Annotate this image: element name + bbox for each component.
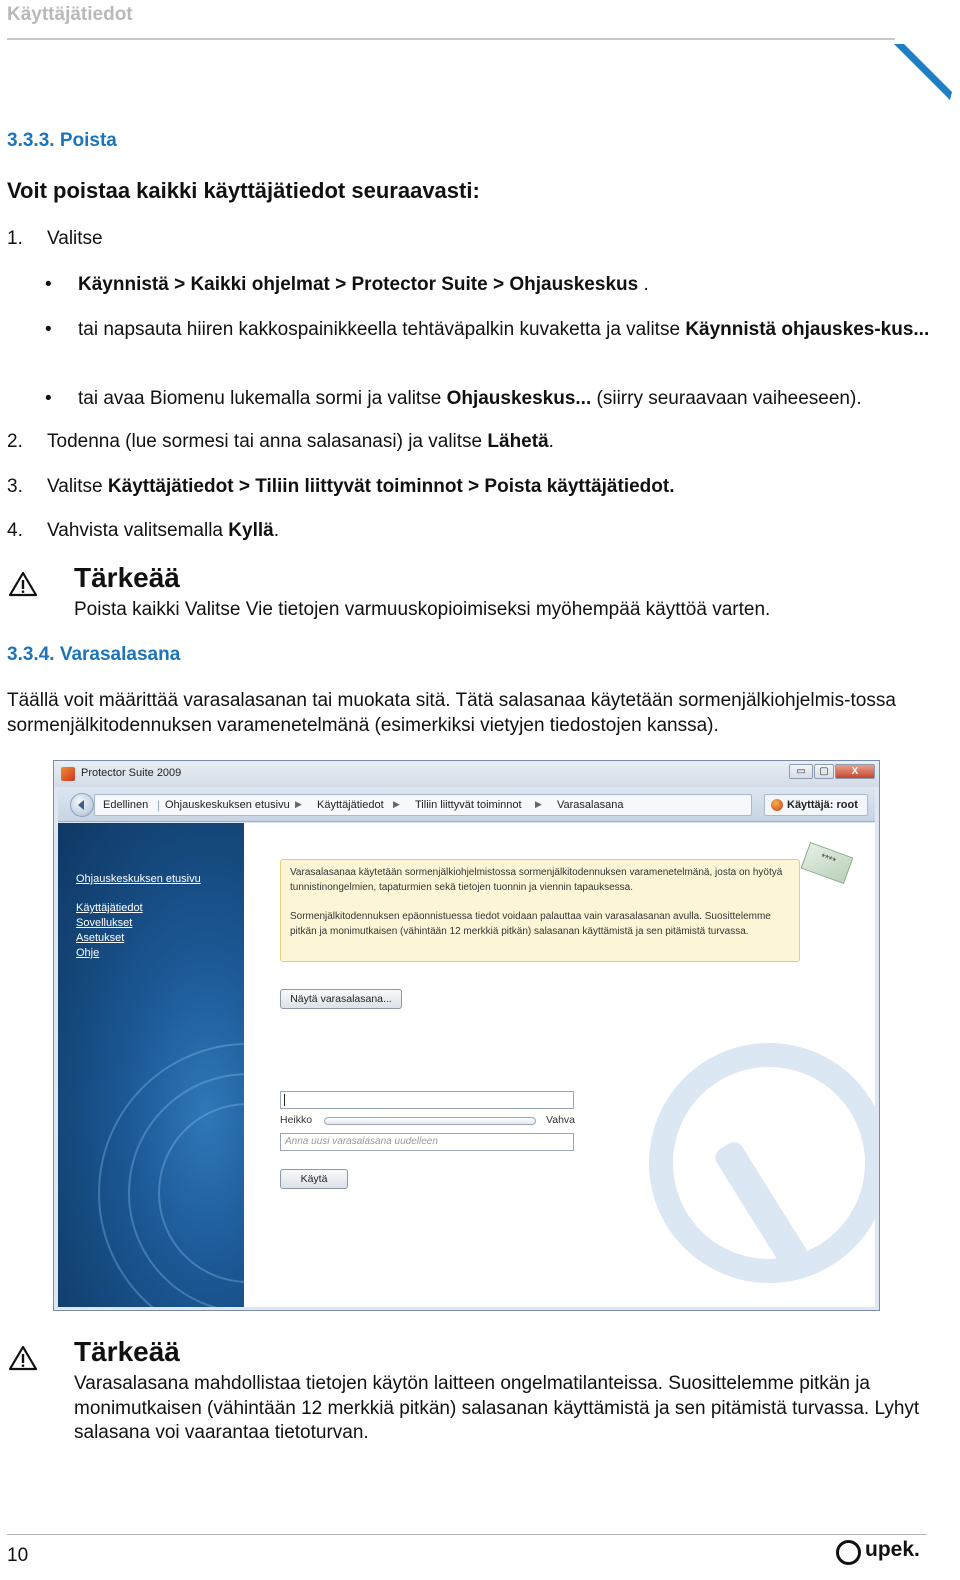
note-title: Tärkeää: [74, 562, 180, 593]
bullet-tail: (siirry seuraavaan vaiheeseen).: [591, 388, 862, 409]
note-text: Varasalasana mahdollistaa tietojen käytön laitteen ongelmatilanteissa. Suosittelemme pitkän ja monimutkaisen (vähintään 12 merkkiä pitkän) salasanan käyttämistä ja sen pitämistä turvassa. Lyhyt salasana voi vaarantaa tietoturvan.: [74, 1373, 920, 1443]
bullet-pre: tai avaa Biomenu lukemalla sormi ja valitse: [78, 388, 447, 409]
user-icon: [771, 799, 783, 811]
bullet-text: [78, 317, 933, 342]
bullet-dot: •: [45, 274, 52, 295]
menu-path: Käynnistä > Kaikki ohjelmat > Protector Suite > Ohjauskeskus: [78, 274, 639, 295]
step-tail: .: [548, 431, 554, 452]
breadcrumb-arrow-icon: ▶: [295, 799, 302, 809]
watermark-logo: [649, 1043, 875, 1283]
step-number: 3.: [7, 476, 23, 497]
bullet-bold: Ohjauskeskus...: [446, 388, 592, 409]
sidebar: [58, 823, 244, 1307]
bullet-dot: •: [45, 388, 52, 409]
bullet-dot: •: [45, 319, 52, 340]
password-input[interactable]: [280, 1091, 574, 1109]
bullet-3: [45, 386, 935, 411]
warning-icon: [8, 1344, 38, 1372]
upek-logo: [836, 1538, 936, 1568]
step-text: Valitse: [47, 476, 108, 497]
app-icon: [61, 767, 75, 781]
step-tail: .: [273, 520, 279, 541]
info-box: [280, 859, 800, 962]
bullet-1: [45, 272, 935, 297]
close-button[interactable]: X: [835, 764, 875, 779]
show-password-button[interactable]: Näytä varasalasana...: [280, 989, 402, 1009]
user-label: Käyttäjä: root: [787, 799, 858, 811]
sidebar-link-user-data[interactable]: Käyttäjätiedot: [76, 902, 143, 914]
sidebar-link-applications[interactable]: Sovellukset: [76, 917, 133, 929]
window-title: Protector Suite 2009: [81, 767, 182, 779]
minimize-button[interactable]: ▭: [789, 764, 813, 779]
breadcrumb-user-data[interactable]: Käyttäjätiedot: [317, 799, 384, 811]
step-text: Todenna (lue sormesi tai anna salasanasi) ja valitse: [47, 431, 488, 452]
bullet-2: [45, 317, 935, 367]
apply-button[interactable]: Käytä: [280, 1169, 348, 1189]
warning-icon: [8, 570, 38, 598]
upek-logo-mark-icon: [836, 1540, 861, 1565]
step-text: Vahvista valitsemalla: [47, 520, 229, 541]
card-icon-text: ****: [818, 851, 838, 868]
main-content: [244, 823, 875, 1307]
footer-rule: [7, 1534, 927, 1535]
breadcrumb-account-actions[interactable]: Tiliin liittyvät toiminnot: [415, 799, 522, 811]
bullet-pre: tai napsauta hiiren kakkospainikkeella tehtäväpalkin kuvaketta ja valitse: [78, 319, 686, 340]
step-3: [7, 476, 675, 498]
bullet-tail: .: [638, 274, 649, 295]
section-heading-poista: 3.3.3. Poista: [7, 130, 117, 151]
intro-text: Voit poistaa kaikki käyttäjätiedot seuraavasti:: [7, 178, 480, 203]
app-window: [53, 760, 880, 1311]
section-heading-varasalasana: 3.3.4. Varasalasana: [7, 644, 181, 665]
step-number: 1.: [7, 228, 23, 249]
header-rule: [7, 38, 895, 40]
breadcrumb-arrow-icon: ▶: [393, 799, 400, 809]
bullet-bold: Käynnistä ohjauskes-kus...: [685, 319, 930, 340]
breadcrumb-home[interactable]: Ohjauskeskuksen etusivu: [165, 799, 290, 811]
header-corner-decoration: [890, 38, 960, 108]
step-bold: Lähetä: [487, 431, 549, 452]
breadcrumb-divider: |: [157, 798, 161, 812]
text-caret: [284, 1094, 285, 1106]
back-button[interactable]: Edellinen: [103, 799, 149, 811]
sidebar-link-home[interactable]: Ohjauskeskuksen etusivu: [76, 873, 201, 885]
password-strength-meter: [324, 1117, 536, 1125]
back-arrow-glyph: [71, 794, 93, 816]
user-indicator[interactable]: [764, 794, 868, 816]
step-2: [7, 431, 554, 453]
sidebar-link-help[interactable]: Ohje: [76, 947, 100, 959]
page-header-title: Käyttäjätiedot: [7, 4, 133, 25]
bullet-text: [78, 386, 933, 411]
step-text: Valitse: [47, 228, 103, 249]
breadcrumb-arrow-icon: ▶: [535, 799, 542, 809]
breadcrumb-backup-password[interactable]: Varasalasana: [557, 799, 624, 811]
sidebar-link-settings[interactable]: Asetukset: [76, 932, 125, 944]
step-bold: Käyttäjätiedot > Tiliin liittyvät toiminnot > Poista käyttäjätiedot.: [107, 476, 675, 497]
step-bold: Kyllä: [228, 520, 274, 541]
info-paragraph-1: Varasalasanaa käytetään sormenjälkiohjelmistossa sormenjälkitodennuksen varamenetelmänä, josta on hyötyä tunnistinongelmien, tapaturmien sekä tietojen tuonnin ja viennin tapauksessa.: [290, 867, 783, 893]
window-titlebar: [54, 761, 879, 787]
strength-weak-label: Heikko: [280, 1114, 313, 1126]
note-text: Poista kaikki Valitse Vie tietojen varmuuskopioimiseksi myöhempää käyttöä varten.: [74, 599, 771, 620]
step-4: [7, 520, 279, 542]
step-1: [7, 228, 103, 250]
step-number: 4.: [7, 520, 23, 541]
upek-logo-text: upek.: [865, 1538, 920, 1561]
breadcrumb: [94, 794, 752, 816]
confirm-password-input[interactable]: Anna uusi varasalasana uudelleen: [280, 1133, 574, 1151]
password-card-icon: [801, 842, 854, 884]
navigation-bar: [58, 788, 875, 822]
bullet-text: [78, 272, 933, 297]
back-arrow-icon[interactable]: [70, 793, 94, 817]
strength-strong-label: Vahva: [546, 1114, 575, 1126]
info-paragraph-2: Sormenjälkitodennuksen epäonnistuessa tiedot voidaan palauttaa vain varasalasanan avulla. Suosittelemme pitkän ja monimutkaisen (vähintään 12 merkkiä pitkän) salasanan käyttämistä ja sen pitämistä turvassa.: [290, 911, 771, 937]
section-paragraph: Täällä voit määrittää varasalasanan tai muokata sitä. Tätä salasanaa käytetään sormenjälkiohjelmis-tossa sormenjälkitodennuksen varamenetelmänä (esimerkiksi vietyjen tiedostojen kanssa).: [7, 690, 896, 736]
maximize-button[interactable]: ▢: [814, 764, 834, 779]
note-title: Tärkeää: [74, 1336, 180, 1367]
step-number: 2.: [7, 431, 23, 452]
page-number: 10: [7, 1545, 29, 1566]
